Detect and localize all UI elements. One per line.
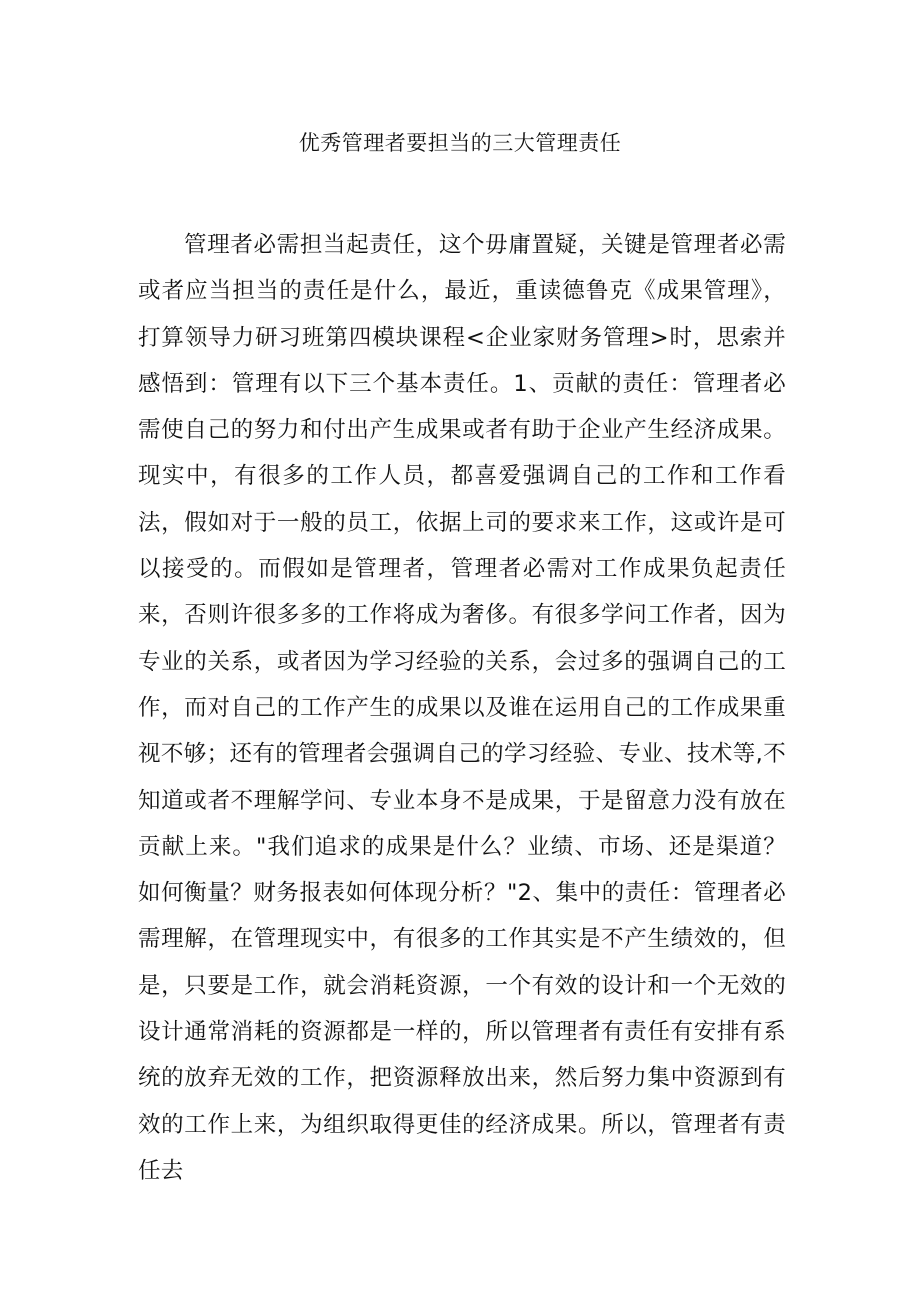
document-title: 优秀管理者要担当的三大管理责任 (298, 131, 622, 155)
body-paragraph: 管理者必需担当起责任，这个毋庸置疑，关键是管理者必需或者应当担当的责任是什么，最近，重读德鲁克《成果管理》，打算领导力研习班第四模块课程<企业家财务管理>时，思索并感悟到：管理有以下三个基本责任。1、贡献的责任：管理者必需使自己的努力和付出产生成果或者有助于企业产生经济成果。现实中，有很多的工作人员，都喜爱强调自己的工作和工作看法，假如对于一般的员工，依据上司的要求来工作，这或许是可以接受的。而假如是管理者，管理者必需对工作成果负起责任来，否则许很多多的工作将成为奢侈。有很多学问工作者，因为专业的关系，或者因为学习经验的关系，会过多的强调自己的工作，而对自己的工作产生的成果以及谁在运用自己的工作成果重视不够；还有的管理者会强调自己的学习经验、专业、技术等,不知道或者不理解学问、专业本身不是成果，于是留意力没有放在贡献上来。"我们追求的成果是什么？业绩、市场、还是渠道？如何衡量？财务报表如何体现分析？"2、集中的责任：管理者必需理解，在管理现实中，有很多的工作其实是不产生绩效的，但是，只要是工作，就会消耗资源，一个有效的设计和一个无效的设计通常消耗的资源都是一样的，所以管理者有责任有安排有系统的放弃无效的工作，把资源释放出来，然后努力集中资源到有效的工作上来，为组织取得更佳的经济成果。所以，管理者有责任去 (138, 232, 786, 1184)
